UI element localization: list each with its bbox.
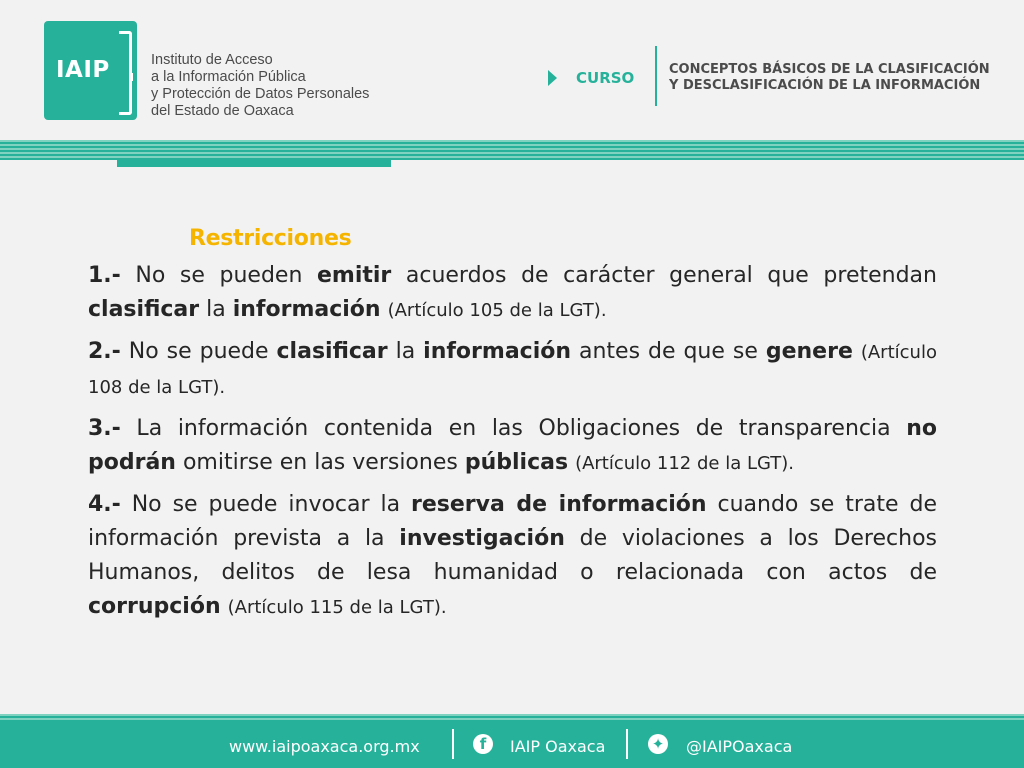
emphasis-text: públicas xyxy=(464,450,569,475)
emphasis-text: reserva de información xyxy=(411,492,707,517)
facebook-link[interactable]: IAIP Oaxaca xyxy=(510,737,606,756)
header-stripe-band xyxy=(0,140,1024,160)
body-text: la xyxy=(387,339,424,364)
header-tab-accent xyxy=(117,158,391,167)
header-divider xyxy=(655,46,657,106)
article-reference: (Artículo 112 de la LGT). xyxy=(575,453,795,474)
body-text xyxy=(853,339,861,364)
body-text: cuando se trate de información prevista a la xyxy=(88,492,937,551)
website-link[interactable]: www.iaipoaxaca.org.mx xyxy=(229,737,420,756)
body-text: No se puede invocar la xyxy=(120,492,411,517)
body-text: acuerdos de carácter general que pretendan xyxy=(391,263,937,288)
article-reference: (Artículo 108 de la LGT). xyxy=(88,342,937,398)
twitter-icon: ✦ xyxy=(648,734,668,754)
emphasis-text: información xyxy=(423,339,572,364)
body-text xyxy=(221,594,228,619)
org-line: y Protección de Datos Personales xyxy=(151,86,370,102)
header xyxy=(0,0,1024,140)
facebook-icon: f xyxy=(473,734,493,754)
course-title-line: CONCEPTOS BÁSICOS DE LA CLASIFICACIÓN xyxy=(669,62,990,77)
emphasis-text: información xyxy=(232,297,381,322)
restriction-item xyxy=(88,335,937,405)
body-text xyxy=(381,297,388,322)
iaip-logo xyxy=(44,21,137,120)
body-text: La información contenida en las Obligaciones de transparencia xyxy=(120,416,907,441)
footer-divider xyxy=(452,729,454,759)
emphasis-text: clasificar xyxy=(276,339,388,364)
emphasis-text: genere xyxy=(765,339,853,364)
twitter-link[interactable]: @IAIPOaxaca xyxy=(686,737,793,756)
emphasis-text: 3.- xyxy=(88,416,121,441)
organization-name xyxy=(151,52,369,120)
org-line: del Estado de Oaxaca xyxy=(151,103,294,119)
body-text xyxy=(568,450,575,475)
emphasis-text: clasificar xyxy=(88,297,200,322)
slide-content xyxy=(88,226,937,632)
emphasis-text: 1.- xyxy=(88,263,121,288)
restriction-item xyxy=(88,412,937,481)
emphasis-text: no podrán xyxy=(88,416,937,475)
org-line: Instituto de Acceso xyxy=(151,52,273,68)
body-text: antes de que se xyxy=(571,339,766,364)
body-text: omitirse en las versiones xyxy=(175,450,465,475)
restriction-item xyxy=(88,488,937,625)
footer-stripe-band xyxy=(0,714,1024,722)
emphasis-text: emitir xyxy=(316,263,392,288)
footer-divider xyxy=(626,729,628,759)
chevron-right-icon xyxy=(548,70,557,86)
restrictions-list xyxy=(88,259,937,625)
emphasis-text: investigación xyxy=(399,526,565,551)
emphasis-text: corrupción xyxy=(88,594,221,619)
course-label: CURSO xyxy=(576,69,635,87)
slide-title: Restricciones xyxy=(189,226,352,251)
course-title-line: Y DESCLASIFICACIÓN DE LA INFORMACIÓN xyxy=(669,78,981,93)
course-title xyxy=(669,62,990,94)
logo-mark-icon xyxy=(130,73,133,81)
article-reference: (Artículo 115 de la LGT). xyxy=(227,597,447,618)
logo-text: IAIP xyxy=(56,57,110,83)
body-text: de violaciones a los Derechos Humanos, delitos de lesa humanidad o relacionada con actos de xyxy=(88,526,937,585)
body-text: No se pueden xyxy=(120,263,317,288)
body-text: No se puede xyxy=(120,339,277,364)
org-line: a la Información Pública xyxy=(151,69,306,85)
article-reference: (Artículo 105 de la LGT). xyxy=(387,300,607,321)
emphasis-text: 2.- xyxy=(88,339,121,364)
restriction-item xyxy=(88,259,937,328)
body-text: la xyxy=(199,297,233,322)
emphasis-text: 4.- xyxy=(88,492,121,517)
